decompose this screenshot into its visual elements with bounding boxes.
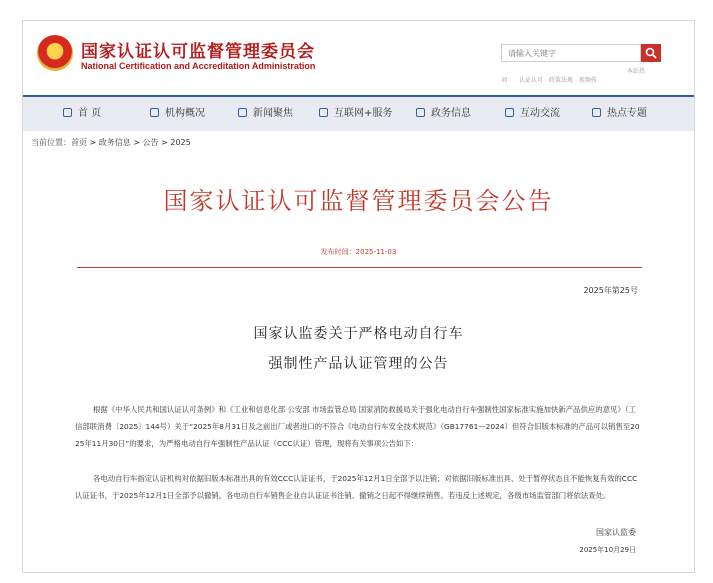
- document-number: 2025年第25号: [583, 286, 638, 295]
- sign-date: 2025年10月29日: [579, 546, 636, 554]
- org-name-en: National Certification and Accreditation Administration: [81, 61, 316, 71]
- nav-item-home[interactable]: 首 页: [63, 97, 101, 131]
- hot-word[interactable]: 视频传: [578, 77, 597, 84]
- article-paragraph-2: 各电动自行车指定认证机构对依据旧版本标准出具的有效CCC认证证书，于2025年12月1日全部予以注销；对依据旧版标准出具、处于暂停状态且不能恢复有效的CCC认证证书，于2025年12月1日全部予以撤销。各电动自行车销售企业自认证证书注销、撤销之日起不得继续销售。若违反上述规定，各级市场监管部门将依法查处。: [75, 474, 638, 500]
- main-nav: [23, 95, 694, 131]
- article-heading-line1: 国家认监委关于严格电动自行车: [253, 326, 464, 342]
- nav-item-services[interactable]: 互联网+服务: [319, 97, 392, 131]
- signature: 国家认监委: [596, 528, 636, 537]
- hot-label: 词：: [501, 77, 514, 84]
- nav-item-about[interactable]: 机构概况: [150, 97, 205, 131]
- article-paragraph-1: 根据《中华人民共和国认证认可条例》和《工业和信息化部 公安部 市场监管总局 国家消防救援局关于强化电动自行车强制性国家标准实施加快新产品供应的意见》（工信部联消费〔2025〕144号）关于“2025年8月31日及之前出厂或者进口的不符合《电动自行车安全技术规范》（GB17761—2024）但符合旧版本标准的产品可以销售至2025年11月30日”的要求，为严格电动自行车强制性产品认证（CCC认证）管理，现将有关事项公告如下：: [75, 405, 640, 448]
- national-emblem-icon: ★: [37, 35, 73, 71]
- advanced-search-link[interactable]: 本站热: [627, 68, 646, 75]
- site-header: [23, 21, 694, 91]
- breadcrumb-prefix: 当前位置：: [31, 138, 71, 147]
- article-heading-line2: 强制性产品认证管理的公告: [268, 356, 449, 372]
- title-divider: [77, 267, 642, 268]
- page-title: 国家认证认可监督管理委员会公告: [163, 187, 554, 215]
- search-input[interactable]: [501, 44, 641, 62]
- nav-item-interaction[interactable]: 互动交流: [505, 97, 560, 131]
- search-button[interactable]: [641, 44, 661, 62]
- chat-icon: [592, 108, 601, 117]
- news-icon: [238, 108, 247, 117]
- nav-item-topics[interactable]: 热点专题: [592, 97, 647, 131]
- hot-word[interactable]: 认证认可: [518, 77, 543, 84]
- org-name-cn[interactable]: 国家认证认可监督管理委员会: [81, 42, 315, 62]
- edit-icon: [505, 108, 514, 117]
- hot-word[interactable]: 政策法规: [548, 77, 573, 84]
- home-icon: [63, 108, 72, 117]
- nav-item-gov-info[interactable]: 政务信息: [416, 97, 471, 131]
- nav-item-news[interactable]: 新闻聚焦: [238, 97, 293, 131]
- info-icon: [416, 108, 425, 117]
- search-icon: [645, 47, 657, 59]
- page-frame: [22, 20, 695, 573]
- breadcrumb-path[interactable]: 首页 > 政务信息 > 公告 > 2025: [71, 138, 191, 147]
- breadcrumb: [31, 137, 191, 148]
- publish-date: 发布时间：2025-11-03: [320, 248, 397, 256]
- hot-words: [501, 75, 601, 84]
- monitor-icon: [319, 108, 328, 117]
- building-icon: [150, 108, 159, 117]
